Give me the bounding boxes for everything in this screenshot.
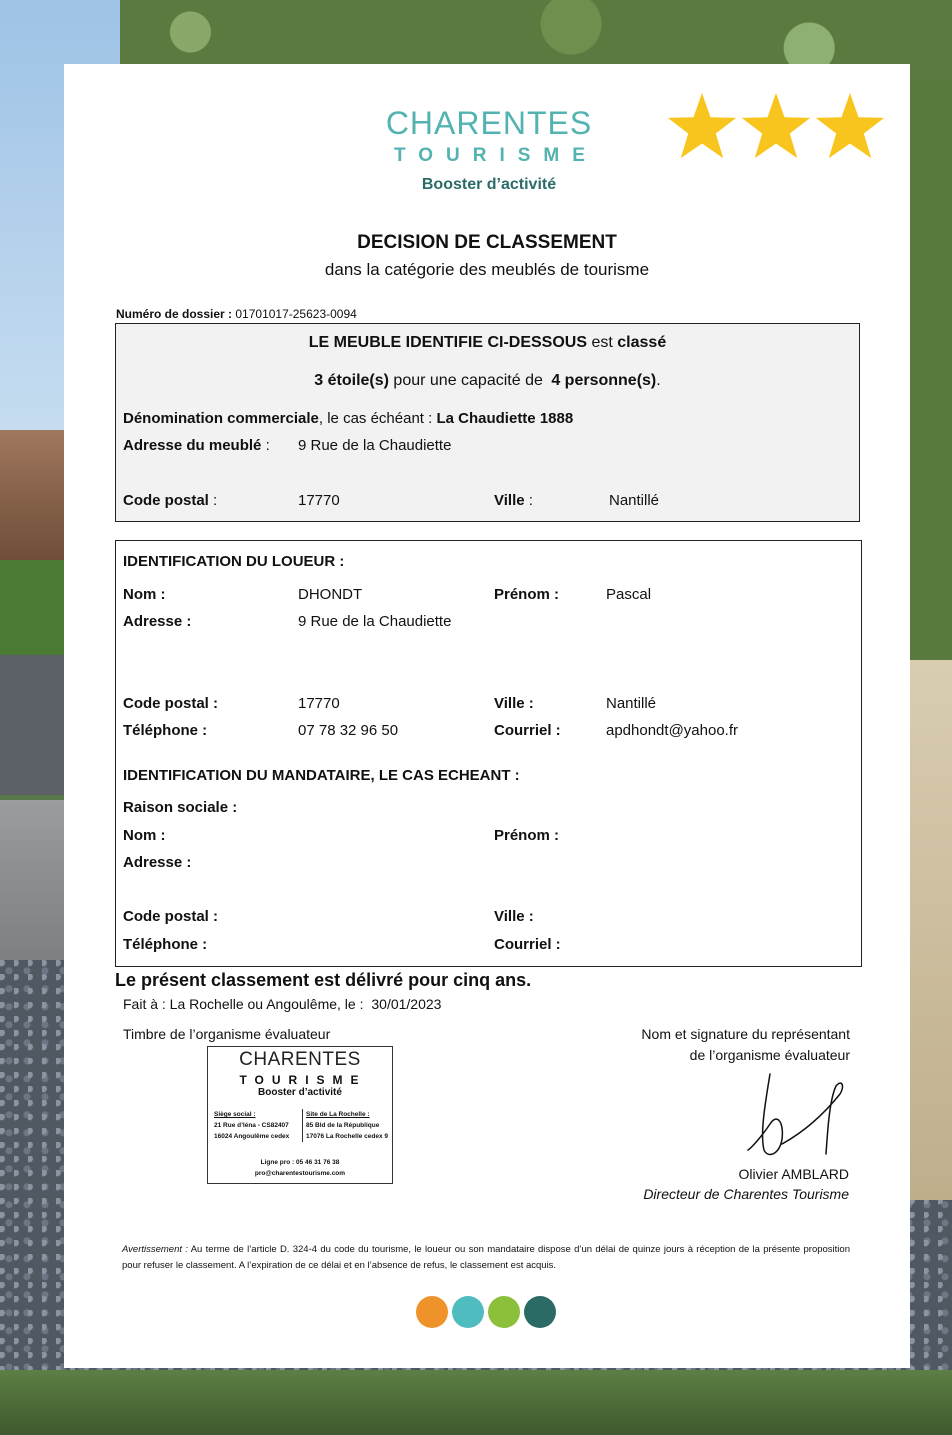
mandataire-prenom-label: Prénom :: [494, 827, 560, 844]
petrol-dot: [524, 1296, 556, 1328]
stamp-contact: [208, 1157, 392, 1179]
identification-box: [115, 540, 862, 967]
classification-statement: [116, 334, 859, 352]
signature-label-line1: Nom et signature du représentant: [641, 1026, 850, 1042]
mandataire-nom-label: Nom :: [123, 827, 166, 844]
orange-dot: [416, 1296, 448, 1328]
denomination-value: La Chaudiette 1888: [436, 410, 574, 427]
loueur-prenom-label: Prénom :: [494, 586, 560, 603]
green-dot: [488, 1296, 520, 1328]
star-icon: [668, 93, 736, 158]
mandataire-mail-label: Courriel :: [494, 936, 561, 953]
brand-color-dots: [414, 1294, 564, 1330]
loueur-cp-label: Code postal :: [123, 695, 219, 712]
loueur-ville-label: Ville :: [494, 695, 534, 712]
capacity-value: 4 personne(s): [551, 372, 657, 389]
capacity-end: .: [656, 372, 661, 389]
organisation-stamp: [207, 1046, 393, 1184]
stamp-col1-title: Siège social :: [214, 1111, 256, 1118]
mandataire-cp-label: Code postal :: [123, 908, 219, 925]
legal-warning: [122, 1242, 850, 1274]
address-label-text: Adresse du meublé: [123, 437, 262, 454]
signatory-name: Olivier AMBLARD: [738, 1166, 849, 1182]
mandataire-ville-label: Ville :: [494, 908, 534, 925]
stamp-email: pro@charentestourisme.com: [254, 1170, 346, 1177]
loueur-adresse-label: Adresse :: [123, 613, 192, 630]
stamp-col1-line2: 16024 Angoulême cedex: [214, 1133, 290, 1140]
loueur-cp-value: 17770: [298, 695, 340, 712]
logo-name: CHARENTES: [385, 105, 593, 141]
loueur-ville-value: Nantillé: [606, 695, 657, 712]
loueur-tel-value: 07 78 32 96 50: [298, 722, 399, 739]
address-colon: :: [265, 437, 270, 454]
background-patio: [0, 800, 70, 970]
charentes-tourisme-logo: [384, 105, 598, 196]
loueur-nom-label: Nom :: [123, 586, 166, 603]
background-roof: [0, 430, 70, 570]
loueur-heading: IDENTIFICATION DU LOUEUR :: [123, 553, 345, 570]
warning-text: Au terme de l’article D. 324-4 du code du tourisme, le loueur ou son mandataire dispose d’un délai de quinze jours à réception de la présente proposition pour refuser le classement. A l’expiration de ce délai et en l’absence de refus, le classement est acquis.: [122, 1244, 850, 1271]
loueur-nom-value: DHONDT: [298, 586, 363, 603]
dossier-number: [116, 307, 357, 321]
stamp-sub: TOURISME: [239, 1073, 367, 1087]
capacity-mid: pour une capacité de: [393, 372, 543, 389]
stamp-col2-line1: 85 Bld de la République: [306, 1122, 380, 1129]
dossier-label: Numéro de dossier :: [116, 307, 233, 321]
stamp-col2-line2: 17076 La Rochelle cedex 9: [306, 1133, 389, 1140]
stamp-col2-title: Site de La Rochelle :: [306, 1111, 370, 1118]
mandataire-raison-label: Raison sociale :: [123, 799, 238, 816]
star-icon: [816, 93, 884, 158]
validity-statement: Le présent classement est délivré pour cinq ans.: [115, 970, 532, 990]
warning-label: Avertissement :: [122, 1244, 188, 1255]
furnished-city-label: [494, 492, 533, 509]
mandataire-tel-label: Téléphone :: [123, 936, 208, 953]
logo-tagline: Booster d’activité: [421, 176, 557, 193]
statement-classe: classé: [617, 334, 667, 351]
star-icon: [742, 93, 810, 158]
cp-label-text: Code postal: [123, 492, 209, 509]
light-teal-dot: [452, 1296, 484, 1328]
mandataire-adresse-label: Adresse :: [123, 854, 192, 871]
handwritten-signature: [740, 1064, 850, 1164]
issue-date: 30/01/2023: [371, 996, 442, 1012]
background-fence: [0, 655, 70, 795]
stamp-label: Timbre de l’organisme évaluateur: [123, 1026, 331, 1042]
rating-stars: [664, 92, 888, 164]
stamp-col1-line1: 21 Rue d’Iéna - CS82407: [214, 1122, 289, 1129]
city-colon: :: [528, 492, 533, 509]
signatory-role: Directeur de Charentes Tourisme: [643, 1186, 849, 1202]
denomination-label: Dénomination commerciale: [123, 410, 319, 427]
dossier-value: 01701017-25623-0094: [235, 307, 357, 321]
furnished-cp-value: 17770: [298, 492, 340, 509]
place-date: [123, 996, 441, 1012]
page-subtitle: dans la catégorie des meublés de tourisme: [324, 260, 650, 279]
denomination-row: [123, 410, 573, 427]
furnished-cp-label: [123, 492, 217, 509]
furnished-city-value: Nantillé: [609, 492, 660, 509]
loueur-adresse-value: 9 Rue de la Chaudiette: [298, 613, 452, 630]
background-grass: [0, 1370, 952, 1435]
stars-count: 3 étoile(s): [314, 372, 389, 389]
loueur-tel-label: Téléphone :: [123, 722, 208, 739]
furnished-address-label: [123, 437, 270, 454]
mandataire-heading: IDENTIFICATION DU MANDATAIRE, LE CAS ECHEANT :: [123, 767, 520, 784]
background-hedge: [0, 560, 70, 660]
place-label: Fait à : La Rochelle ou Angoulême, le :: [123, 996, 364, 1012]
stamp-head-office: [214, 1109, 302, 1142]
loueur-prenom-value: Pascal: [606, 586, 652, 603]
loueur-mail-value: apdhondt@yahoo.fr: [606, 722, 738, 739]
stamp-name: CHARENTES: [239, 1049, 361, 1070]
furnished-address-value: 9 Rue de la Chaudiette: [298, 437, 452, 454]
page-title: DECISION DE CLASSEMENT: [357, 232, 617, 253]
logo-sub: TOURISME: [394, 145, 598, 166]
statement-bold: LE MEUBLE IDENTIFIE CI-DESSOUS: [308, 334, 588, 351]
stamp-tagline: Booster d’activité: [258, 1087, 342, 1098]
statement-mid: est: [591, 334, 613, 351]
denomination-mid: , le cas échéant :: [318, 410, 433, 427]
classification-box: [115, 323, 860, 522]
cp-colon: :: [213, 492, 218, 509]
stamp-phone: Ligne pro : 05 46 31 76 38: [260, 1159, 340, 1166]
classification-capacity: [116, 372, 859, 390]
city-label-text: Ville: [494, 492, 525, 509]
stamp-la-rochelle-office: [302, 1109, 394, 1142]
signature-label-line2: de l’organisme évaluateur: [689, 1047, 850, 1063]
classification-certificate: [64, 64, 910, 1368]
loueur-mail-label: Courriel :: [494, 722, 561, 739]
